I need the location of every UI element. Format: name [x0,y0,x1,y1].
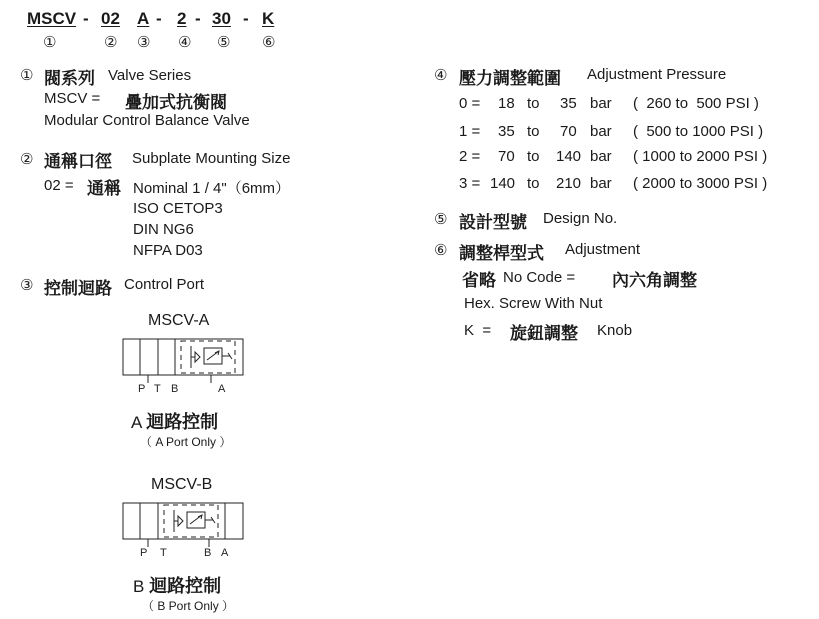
adjust-knob-code: K = [464,322,492,339]
section-title-cjk: 通稱口徑 [44,152,112,172]
pressure-low: 35 [498,123,515,140]
check-valve-icon [191,346,200,368]
section-title-cjk: 壓力調整範圍 [459,69,561,89]
code-marker: ③ [137,34,151,51]
pressure-unit: bar [590,95,612,112]
series-code: MSCV = [44,90,101,107]
port-label: A [218,383,226,395]
code-marker: ① [43,34,57,51]
section-title-en: Adjustment [565,241,641,258]
symbol-caption: A 迴路控制 [131,412,219,433]
pressure-low: 18 [498,95,515,112]
pressure-low: 140 [490,175,516,192]
pressure-high: 35 [560,95,577,112]
code-sep: - [83,9,89,28]
pressure-unit: bar [590,123,612,140]
pressure-unit: bar [590,148,612,165]
symbol-subcaption: （ A Port Only ） [140,435,232,449]
check-valve-icon [174,510,183,532]
adjust-knob-en: Knob [597,322,633,339]
code-part-size: 02 [101,9,120,28]
size-code: 02 = [44,177,74,194]
section-marker: ④ [434,67,448,84]
valve-symbol-a [118,334,250,396]
pressure-psi: ( 2000 to 3000 PSI ) [633,175,768,192]
code-sep: - [243,9,249,28]
series-name-cjk: 疊加式抗衡閥 [125,93,227,113]
section-title-cjk: 控制迴路 [44,279,112,299]
adjust-omit-cjk: 省略 [462,271,496,291]
size-standard: ISO CETOP3 [133,200,223,217]
adjust-hex-cjk: 內六角調整 [612,271,697,291]
pressure-low: 70 [498,148,515,165]
section-title-en: Subplate Mounting Size [132,150,291,167]
adjust-nocode: No Code = [503,269,576,286]
section-title-cjk: 閥系列 [44,69,95,89]
code-marker: ⑥ [262,34,276,51]
section-marker: ② [20,151,34,168]
code-marker: ⑤ [217,34,231,51]
valve-symbol-b [118,498,250,560]
section-marker: ③ [20,277,34,294]
pressure-to: to [527,175,540,192]
pressure-code: 0 = [459,95,481,112]
pressure-psi: ( 260 to 500 PSI ) [633,95,759,112]
size-label-cjk: 通稱 [87,179,121,199]
code-sep: - [195,9,201,28]
pressure-high: 140 [556,148,582,165]
section-title-cjk: 調整桿型式 [459,244,544,264]
code-part-adjust: K [262,9,275,28]
section-title-cjk: 設計型號 [459,213,527,233]
port-label: B [204,547,212,559]
section-title-en: Valve Series [108,67,192,84]
section-title-en: Control Port [124,276,205,293]
pressure-high: 70 [560,123,577,140]
pressure-to: to [527,123,540,140]
pressure-to: to [527,95,540,112]
code-part-design: 30 [212,9,231,28]
port-label: A [221,547,229,559]
port-label: B [171,383,179,395]
port-label: T [160,547,167,559]
adjust-knob-cjk: 旋鈕調整 [510,324,578,344]
section-marker: ⑥ [434,242,448,259]
code-part-port: A [137,9,150,28]
size-standard: DIN NG6 [133,221,194,238]
section-marker: ① [20,67,34,84]
pressure-code: 1 = [459,123,481,140]
code-part-series: MSCV [27,9,77,28]
size-standard: NFPA D03 [133,242,203,259]
pressure-code: 2 = [459,148,481,165]
pressure-psi: ( 1000 to 2000 PSI ) [633,148,768,165]
adjust-hex-en: Hex. Screw With Nut [464,295,603,312]
symbol-title: MSCV-A [148,312,210,329]
series-name-en: Modular Control Balance Valve [44,112,250,129]
section-title-en: Adjustment Pressure [587,66,727,83]
pressure-code: 3 = [459,175,481,192]
symbol-title: MSCV-B [151,476,213,493]
pressure-to: to [527,148,540,165]
pressure-psi: ( 500 to 1000 PSI ) [633,123,764,140]
section-marker: ⑤ [434,211,448,228]
symbol-subcaption: （ B Port Only ） [142,599,235,613]
code-marker: ④ [178,34,192,51]
port-label: P [140,547,148,559]
code-part-pressure: 2 [177,9,187,28]
symbol-caption: B 迴路控制 [133,576,222,597]
valve-body [123,339,243,375]
code-sep: - [156,9,162,28]
pressure-high: 210 [556,175,582,192]
code-marker: ② [104,34,118,51]
port-label: P [138,383,146,395]
section-title-en: Design No. [543,210,618,227]
port-label: T [154,383,161,395]
pressure-unit: bar [590,175,612,192]
size-nominal: Nominal 1 / 4"（6mm） [133,180,291,197]
